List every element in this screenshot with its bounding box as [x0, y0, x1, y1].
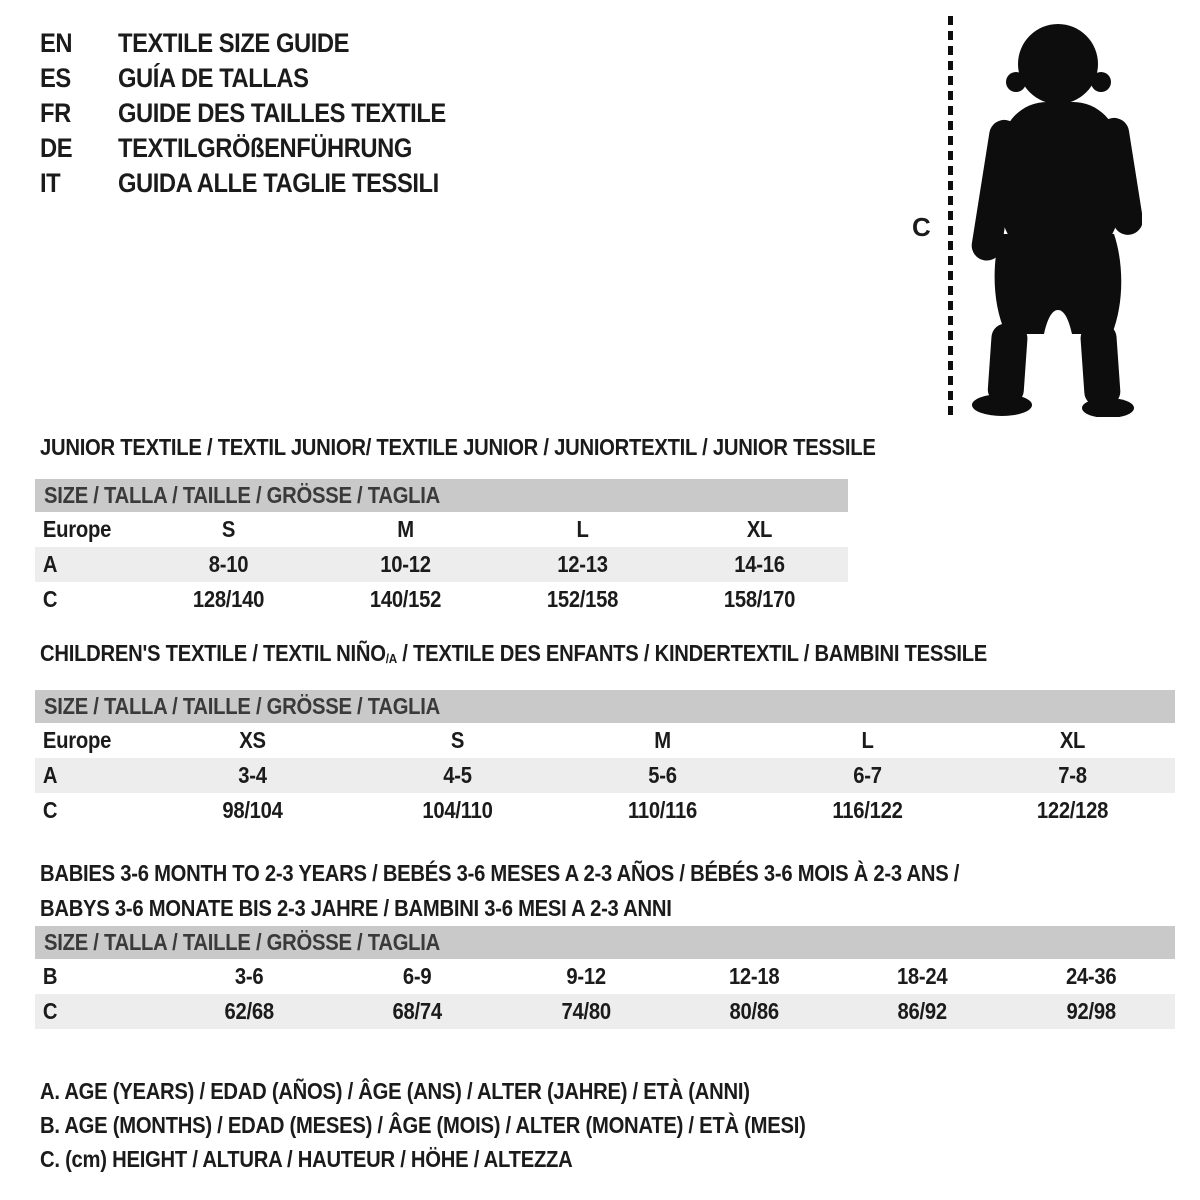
height-cell: 86/92	[897, 998, 948, 1024]
age-cell: 10-12	[380, 551, 431, 577]
size-header-label: SIZE / TALLA / TAILLE / GRÖSSE / TAGLIA	[44, 693, 440, 719]
row-label: Europe	[42, 727, 112, 753]
measurement-legend	[40, 1074, 910, 1176]
legend-line-c: C. (cm) HEIGHT / ALTURA / HAUTEUR / HÖHE / ALTEZZA	[40, 1146, 573, 1172]
height-cell: 62/68	[224, 998, 274, 1024]
size-header-bar	[35, 479, 848, 512]
height-cell: 92/98	[1066, 998, 1116, 1024]
language-code	[40, 133, 118, 164]
age-cell: 14-16	[734, 551, 785, 577]
silhouette-leg-left	[987, 323, 1028, 405]
language-label	[118, 63, 335, 94]
language-row	[40, 61, 491, 96]
months-cell: 24-36	[1065, 963, 1117, 989]
language-label-text: TEXTILGRÖßENFÜHRUNG	[118, 133, 412, 163]
table-row-europe	[35, 512, 848, 547]
size-header-label: SIZE / TALLA / TAILLE / GRÖSSE / TAGLIA	[44, 482, 440, 508]
size-cell: L	[576, 516, 589, 542]
junior-size-table	[35, 479, 848, 617]
age-cell: 6-7	[853, 762, 882, 788]
language-code	[40, 28, 118, 59]
language-code	[40, 168, 118, 199]
table-row-europe	[35, 723, 1175, 758]
language-header	[40, 26, 491, 201]
size-header-label: SIZE / TALLA / TAILLE / GRÖSSE / TAGLIA	[44, 929, 440, 955]
months-cell: 6-9	[403, 963, 432, 989]
silhouette-head	[1018, 24, 1098, 104]
height-cell: 140/152	[369, 586, 442, 612]
row-label: A	[42, 762, 58, 788]
size-header-bar	[35, 926, 1175, 959]
silhouette-ear-right	[1091, 72, 1111, 92]
height-cell: 152/158	[546, 586, 619, 612]
row-label: B	[42, 963, 58, 989]
age-cell: 4-5	[443, 762, 472, 788]
height-cell: 74/80	[561, 998, 611, 1024]
legend-line-a: A. AGE (YEARS) / EDAD (AÑOS) / ÂGE (ANS) / ALTER (JAHRE) / ETÀ (ANNI)	[40, 1078, 750, 1104]
language-label-text: GUIDE DES TAILLES TEXTILE	[118, 98, 446, 128]
silhouette-shorts	[995, 234, 1122, 334]
height-measure-line	[948, 16, 953, 416]
table-row-height	[35, 994, 1175, 1029]
language-label	[118, 98, 491, 129]
babies-title-line1: BABIES 3-6 MONTH TO 2-3 YEARS / BEBÉS 3-6 MESES A 2-3 AÑOS / BÉBÉS 3-6 MOIS À 2-3 ANS /	[40, 860, 960, 886]
age-cell: 7-8	[1058, 762, 1087, 788]
language-row	[40, 166, 491, 201]
size-cell: XL	[1059, 727, 1086, 753]
size-cell: XS	[239, 727, 266, 753]
row-label: Europe	[42, 516, 112, 542]
row-label: A	[42, 551, 58, 577]
height-cell: 68/74	[392, 998, 443, 1024]
table-row-months	[35, 959, 1175, 994]
children-size-table	[35, 690, 1175, 828]
size-cell: M	[397, 516, 414, 542]
height-cell: 98/104	[222, 797, 283, 823]
height-cell: 128/140	[192, 586, 265, 612]
height-cell: 122/128	[1036, 797, 1109, 823]
babies-section-title	[40, 856, 1085, 926]
height-measure-label: C	[912, 212, 931, 242]
table-row-age	[35, 758, 1175, 793]
age-cell: 8-10	[208, 551, 249, 577]
babies-size-table	[35, 926, 1175, 1029]
language-label-text: GUIDA ALLE TAGLIE TESSILI	[118, 168, 439, 198]
language-label-text: TEXTILE SIZE GUIDE	[118, 28, 350, 58]
language-row	[40, 96, 491, 131]
months-cell: 3-6	[234, 963, 264, 989]
language-code-text: ES	[40, 63, 71, 93]
age-cell: 5-6	[648, 762, 677, 788]
months-cell: 18-24	[897, 963, 948, 989]
language-label	[118, 168, 483, 199]
babies-title-line2: BABYS 3-6 MONATE BIS 2-3 JAHRE / BAMBINI 3-6 MESI A 2-3 ANNI	[40, 895, 672, 921]
months-cell: 12-18	[728, 963, 780, 989]
size-cell: S	[221, 516, 236, 542]
table-row-height	[35, 793, 1175, 828]
height-cell: 116/122	[832, 797, 903, 823]
silhouette-leg-right	[1080, 323, 1122, 407]
language-label	[118, 28, 381, 59]
language-code-text: IT	[40, 168, 61, 198]
row-label: C	[42, 998, 58, 1024]
silhouette-ear-left	[1006, 72, 1026, 92]
size-cell: XL	[746, 516, 773, 542]
language-label-text: GUÍA DE TALLAS	[118, 63, 309, 93]
silhouette-foot-left	[972, 394, 1032, 416]
age-cell: 3-4	[238, 762, 267, 788]
children-section-title	[40, 640, 987, 667]
table-row-age	[35, 547, 848, 582]
language-row	[40, 26, 491, 61]
language-code	[40, 98, 118, 129]
legend-line-b: B. AGE (MONTHS) / EDAD (MESES) / ÂGE (MOIS) / ALTER (MONATE) / ETÀ (MESI)	[40, 1112, 806, 1138]
row-label: C	[42, 797, 58, 823]
silhouette-torso	[1002, 102, 1118, 257]
height-cell: 104/110	[422, 797, 493, 823]
height-cell: 110/116	[627, 797, 698, 823]
junior-section-title: JUNIOR TEXTILE / TEXTIL JUNIOR/ TEXTILE JUNIOR / JUNIORTEXTIL / JUNIOR TESSILE	[40, 434, 876, 460]
height-cell: 80/86	[729, 998, 779, 1024]
size-header-bar	[35, 690, 1175, 723]
size-cell: M	[654, 727, 671, 753]
language-row	[40, 131, 491, 166]
language-code	[40, 63, 118, 94]
height-cell: 158/170	[723, 586, 796, 612]
children-title-text: / TEXTILE DES ENFANTS / KINDERTEXTIL / BAMBINI TESSILE	[396, 640, 988, 666]
age-cell: 12-13	[557, 551, 608, 577]
children-title-text: CHILDREN'S TEXTILE / TEXTIL NIÑO	[40, 640, 386, 666]
language-code-text: FR	[40, 98, 71, 128]
language-code-text: EN	[40, 28, 73, 58]
table-row-height	[35, 582, 848, 617]
language-label	[118, 133, 452, 164]
size-cell: L	[861, 727, 874, 753]
row-label: C	[42, 586, 58, 612]
size-cell: S	[450, 727, 465, 753]
language-code-text: DE	[40, 133, 73, 163]
toddler-silhouette-image	[962, 12, 1142, 417]
months-cell: 9-12	[566, 963, 606, 989]
children-title-subscript: /A	[385, 651, 397, 666]
